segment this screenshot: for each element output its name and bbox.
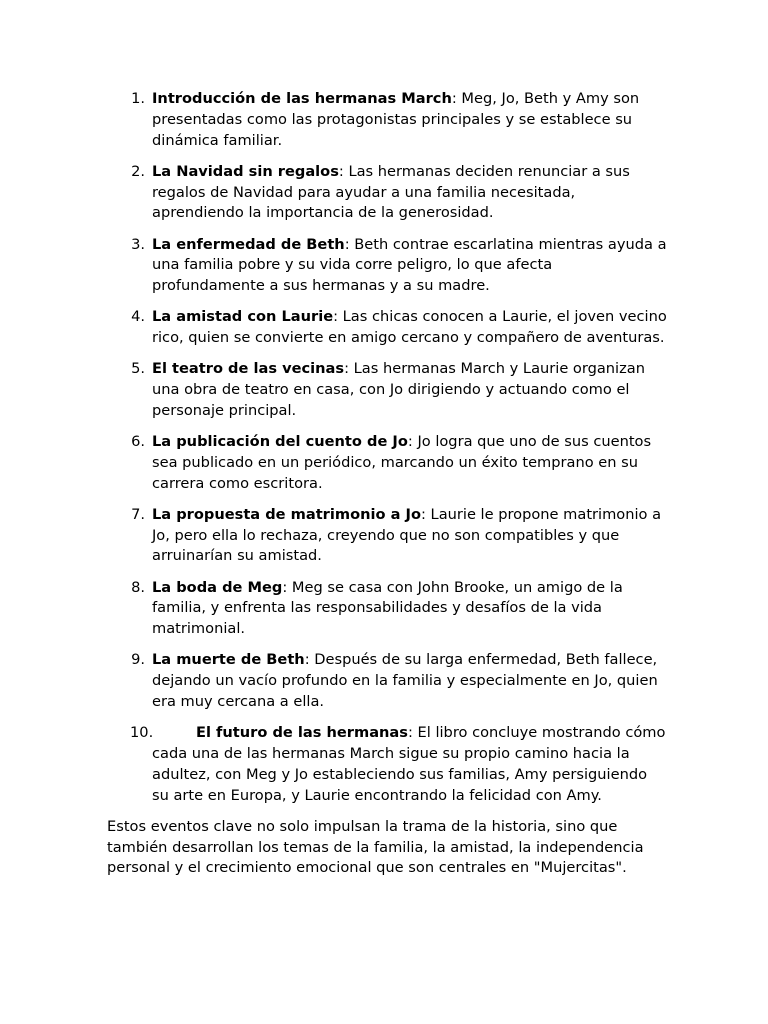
item-separator: : bbox=[304, 651, 310, 669]
item-number: 1. bbox=[131, 90, 145, 107]
item-separator: : bbox=[282, 578, 288, 596]
item-title: La boda de Meg bbox=[152, 578, 283, 596]
item-separator: : bbox=[407, 433, 413, 451]
item-number: 3. bbox=[131, 235, 145, 253]
item-title: La enfermedad de Beth bbox=[152, 235, 345, 253]
list-item bbox=[107, 235, 668, 297]
item-title: El futuro de las hermanas bbox=[196, 724, 408, 742]
item-title: Introducción de las hermanas March bbox=[152, 90, 452, 107]
item-title: La propuesta de matrimonio a Jo bbox=[152, 505, 421, 523]
item-title: La Navidad sin regalos bbox=[152, 162, 339, 180]
item-separator: : bbox=[338, 162, 344, 180]
list-item bbox=[107, 162, 668, 224]
item-title: El teatro de las vecinas bbox=[152, 360, 345, 378]
item-title: La amistad con Laurie bbox=[152, 308, 334, 326]
list-item bbox=[107, 359, 668, 421]
item-separator: : bbox=[407, 724, 413, 742]
item-title: La muerte de Beth bbox=[152, 651, 305, 669]
list-item bbox=[107, 505, 668, 567]
item-number: 9. bbox=[131, 651, 145, 669]
item-separator: : bbox=[333, 308, 339, 326]
list-item bbox=[107, 578, 668, 640]
item-text: Después de su larga enfermedad, Beth fallece, dejando un vacío profundo en la familia y especialmente en Jo, quien era muy cercana a ella. bbox=[152, 651, 658, 711]
item-number: 8. bbox=[131, 578, 145, 596]
item-text: Beth contrae escarlatina mientras ayuda a una familia pobre y su vida corre peligro, lo que afecta profundamente a sus hermanas y a su madre. bbox=[152, 235, 667, 295]
item-text: Laurie le propone matrimonio a Jo, pero ella lo rechaza, creyendo que no son compatibles y que arruinarían su amistad. bbox=[152, 505, 662, 565]
list-item bbox=[107, 432, 668, 494]
item-number: 2. bbox=[131, 162, 145, 180]
item-text: Meg, Jo, Beth y Amy son presentadas como las protagonistas principales y se establece su dinámica familiar. bbox=[152, 90, 640, 149]
item-text: Jo logra que uno de sus cuentos sea publicado en un periódico, marcando un éxito temprano en su carrera como escritora. bbox=[152, 433, 652, 492]
key-events-list bbox=[107, 89, 668, 806]
list-item bbox=[107, 723, 668, 806]
conclusion-paragraph: Estos eventos clave no solo impulsan la trama de la historia, sino que también desarrollan los temas de la familia, la amistad, la independencia personal y el crecimiento emocional que son centrales en "Mujercitas". bbox=[107, 817, 644, 877]
item-number: 4. bbox=[131, 308, 145, 326]
item-text: Las hermanas March y Laurie organizan una obra de teatro en casa, con Jo dirigiendo y actuando como el personaje principal. bbox=[152, 360, 645, 419]
item-text: El libro concluye mostrando cómo cada una de las hermanas March sigue su propio camino hacia la adultez, con Meg y Jo estableciendo sus familias, Amy persiguiendo su arte en Europa, y Laurie encontrando la felicidad con Amy. bbox=[152, 724, 666, 804]
item-number: 6. bbox=[131, 433, 145, 451]
item-text: Las chicas conocen a Laurie, el joven vecino rico, quien se convierte en amigo cercano y compañero de aventuras. bbox=[152, 308, 667, 347]
list-item bbox=[107, 307, 668, 349]
item-number: 7. bbox=[131, 505, 145, 523]
list-item bbox=[107, 650, 668, 712]
item-separator: : bbox=[421, 505, 426, 523]
item-separator: : bbox=[451, 90, 457, 107]
item-separator: : bbox=[344, 360, 350, 378]
item-number: 10. bbox=[130, 724, 154, 742]
item-text: Las hermanas deciden renunciar a sus regalos de Navidad para ayudar a una familia necesitada, aprendiendo la importancia de la generosidad. bbox=[152, 162, 630, 222]
item-text: Meg se casa con John Brooke, un amigo de la familia, y enfrenta las responsabilidades y desafíos de la vida matrimonial. bbox=[152, 578, 623, 638]
list-item bbox=[107, 89, 668, 151]
item-number: 5. bbox=[131, 360, 145, 378]
item-separator: : bbox=[344, 235, 350, 253]
item-title: La publicación del cuento de Jo bbox=[152, 433, 408, 451]
